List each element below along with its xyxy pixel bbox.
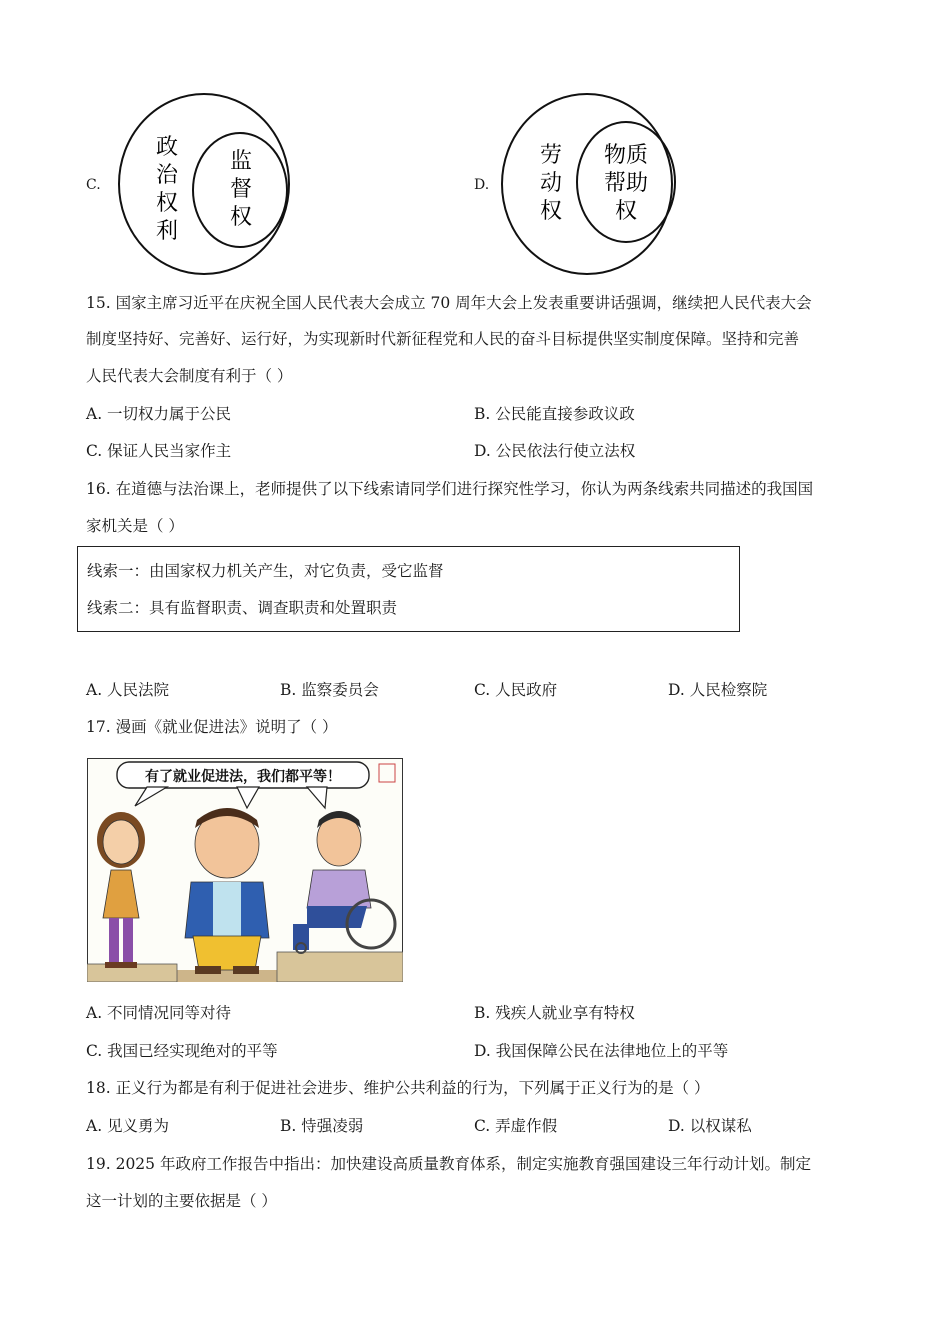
inner-text-c-2: 督	[229, 177, 253, 202]
inner-text-c-3: 权	[229, 205, 253, 230]
inner-text-d-2: 帮助	[603, 171, 649, 196]
clue-box	[77, 546, 740, 632]
outer-text-c-2: 治	[155, 163, 179, 188]
q15-option-c[interactable]: C. 保证人民当家作主	[86, 442, 232, 460]
q18-option-a[interactable]: A. 见义勇为	[86, 1117, 170, 1135]
q17-option-c[interactable]: C. 我国已经实现绝对的平等	[86, 1042, 278, 1060]
q17-question: 17. 漫画《就业促进法》说明了（ ）	[86, 718, 338, 736]
outer-text-d-3: 权	[539, 199, 563, 224]
q18-option-b[interactable]: B. 恃强凌弱	[280, 1117, 364, 1135]
q18-option-c[interactable]: C. 弄虚作假	[474, 1117, 558, 1135]
q15-line-2: 制度坚持好、完善好、运行好，为实现新时代新征程党和人民的奋斗目标提供坚实制度保障。坚持和完善	[86, 330, 800, 348]
outer-text-d-2: 动	[539, 171, 563, 196]
q17-option-b[interactable]: B. 残疾人就业享有特权	[474, 1004, 635, 1022]
outer-text-d-1: 劳	[539, 143, 563, 168]
diagram-c	[110, 88, 300, 280]
q18-option-d[interactable]: D. 以权谋私	[668, 1117, 752, 1135]
q15-option-a[interactable]: A. 一切权力属于公民	[86, 405, 232, 423]
q16-option-d[interactable]: D. 人民检察院	[668, 681, 768, 699]
q18-question: 18. 正义行为都是有利于促进社会进步、维护公共利益的行为，下列属于正义行为的是（ ）	[86, 1079, 710, 1097]
q16-option-c[interactable]: C. 人民政府	[474, 681, 558, 699]
option-d-label: D.	[474, 177, 490, 193]
man-figure	[185, 808, 269, 974]
q16-option-b[interactable]: B. 监察委员会	[280, 681, 379, 699]
q16-option-a[interactable]: A. 人民法院	[86, 681, 170, 699]
cartoon-image	[87, 758, 403, 982]
outer-circle-c	[119, 94, 289, 274]
q17-option-a[interactable]: A. 不同情况同等对待	[86, 1004, 232, 1022]
q16-line-1: 16. 在道德与法治课上，老师提供了以下线索请同学们进行探究性学习，你认为两条线索共同描述的我国国	[86, 480, 814, 498]
inner-text-c-1: 监	[229, 149, 253, 174]
q17-option-d[interactable]: D. 我国保障公民在法律地位上的平等	[474, 1042, 729, 1060]
outer-text-c-4: 利	[155, 219, 179, 244]
q15-option-b[interactable]: B. 公民能直接参政议政	[474, 405, 635, 423]
q15-option-d[interactable]: D. 公民依法行使立法权	[474, 442, 636, 460]
q19-line-2: 这一计划的主要依据是（ ）	[86, 1192, 277, 1210]
q16-line-2: 家机关是（ ）	[86, 517, 184, 535]
speech-bubble-text: 有了就业促进法，我们都平等！	[145, 769, 341, 785]
q15-line-3: 人民代表大会制度有利于（ ）	[86, 367, 293, 385]
diagram-d	[495, 88, 685, 280]
outer-text-c-1: 政	[155, 135, 179, 160]
clue-2: 线索二：具有监督职责、调查职责和处置职责	[87, 599, 398, 617]
q15-line-1: 15. 国家主席习近平在庆祝全国人民代表大会成立 70 周年大会上发表重要讲话强调，继续把人民代表大会	[86, 294, 812, 312]
inner-text-d-3: 权	[614, 199, 638, 224]
outer-text-c-3: 权	[155, 191, 179, 216]
q19-line-1: 19. 2025 年政府工作报告中指出：加快建设高质量教育体系，制定实施教育强国建设三年行动计划。制定	[86, 1155, 811, 1173]
inner-text-d-1: 物质	[603, 143, 649, 168]
clue-1: 线索一：由国家权力机关产生，对它负责，受它监督	[87, 562, 444, 580]
option-c-label: C.	[86, 177, 101, 193]
